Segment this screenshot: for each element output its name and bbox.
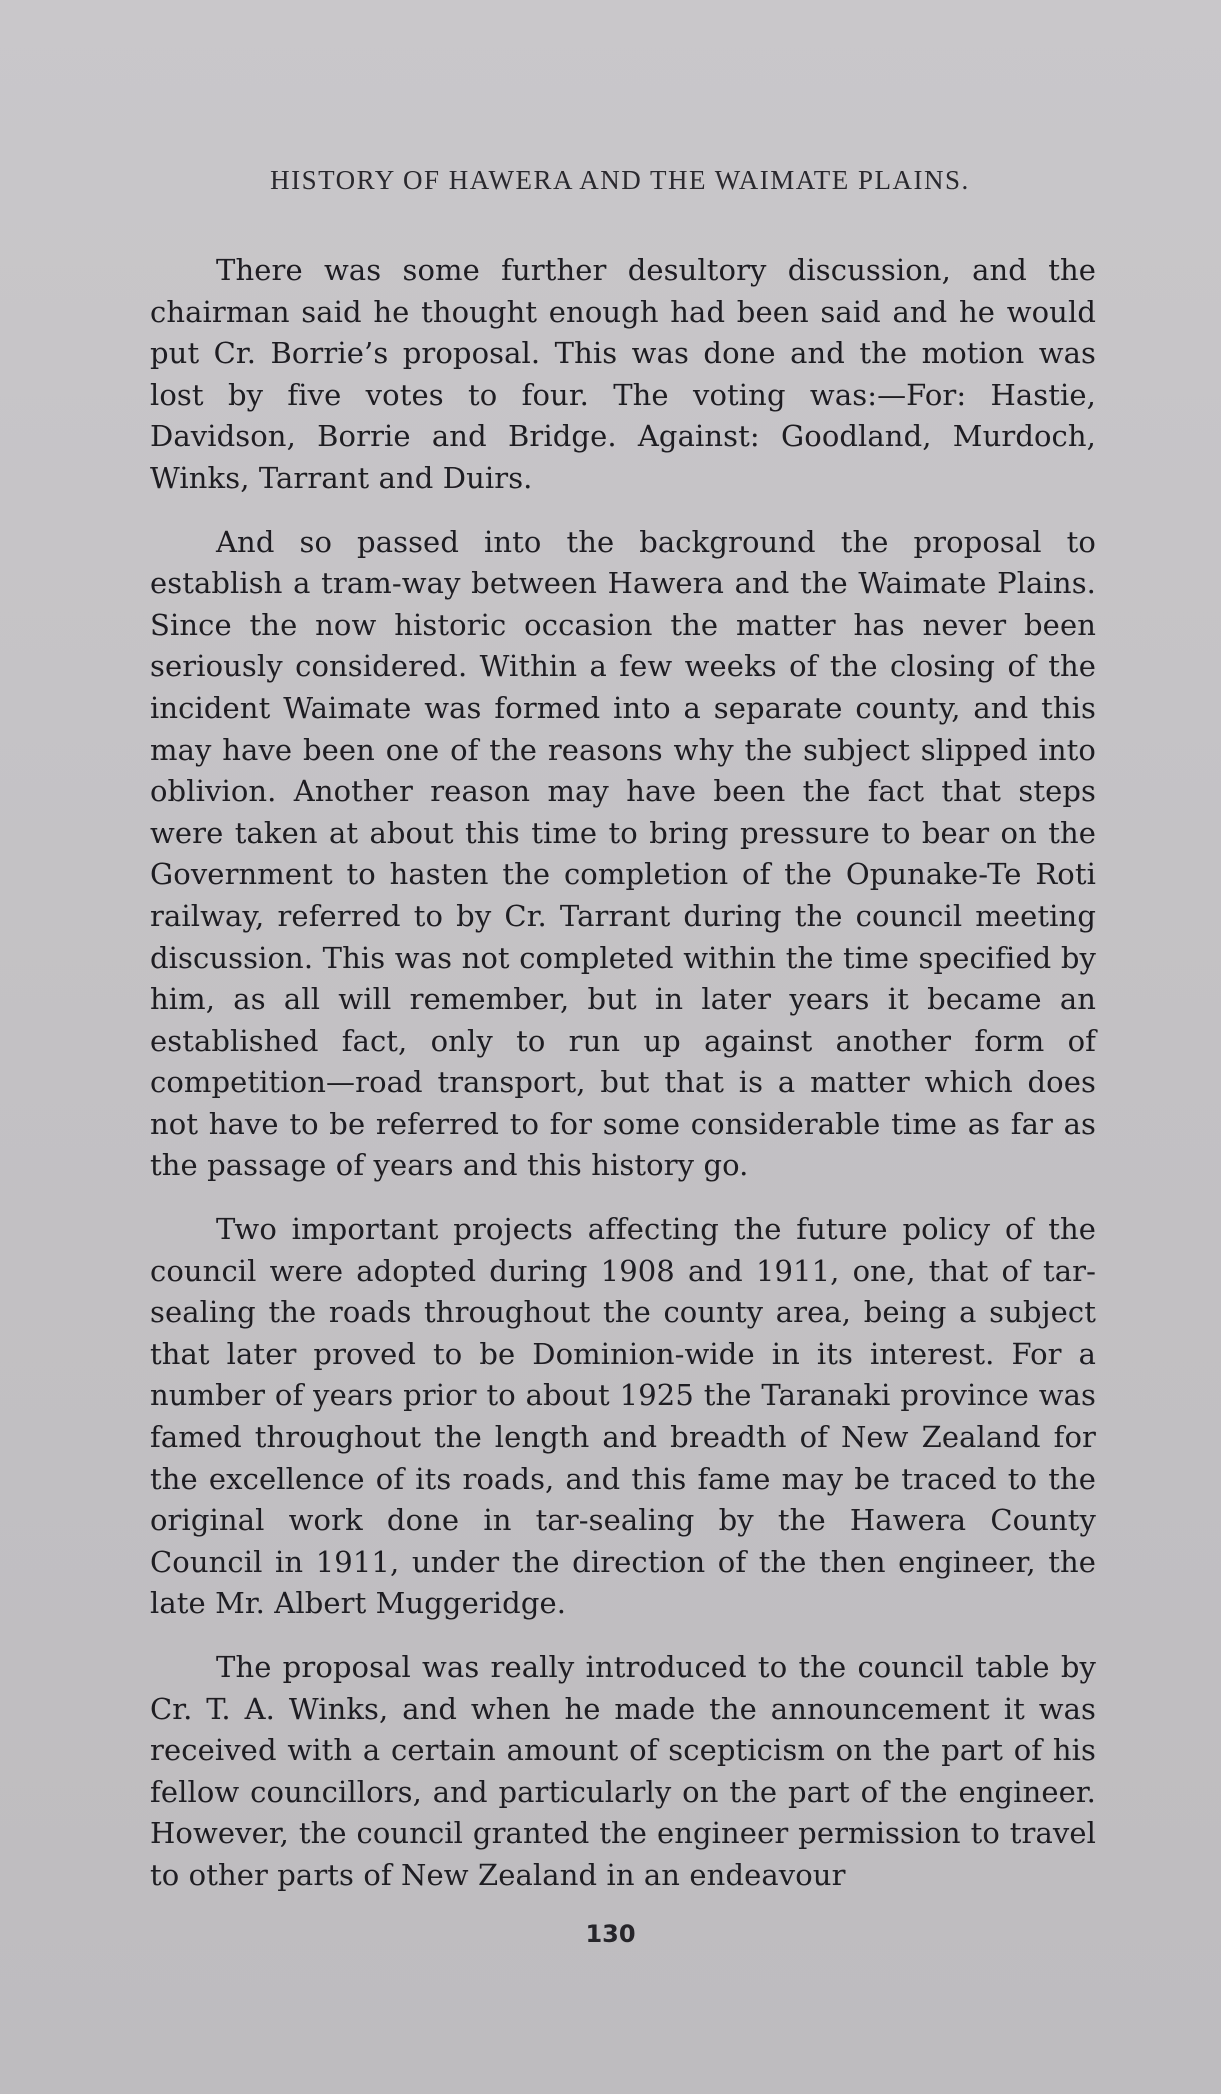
paragraph-2: And so passed into the background the proposal to establish a tram-way between Hawera and the Waimate Plains. Since the now historic occasion the matter has never been seriously considered. Within a few weeks of the closing of the incident Waimate was formed into a separate county, and this may have been one of the reasons why the subject slipped into oblivion. Another reason may have been the fact that steps were taken at about this time to bring pressure to bear on the Government to hasten the completion of the Opunake-Te Roti railway, referred to by Cr. Tarrant during the council meeting discussion. This was not completed within the time specified by him, as all will remember, but in later years it became an established fact, only to run up against another form of competition—road transport, but that is a matter which does not have to be referred to for some considerable time as far as the passage of years and this history go. <box>150 524 1096 1183</box>
running-head: HISTORY OF HAWERA AND THE WAIMATE PLAINS. <box>270 165 970 195</box>
paragraph-3: Two important projects affecting the future policy of the council were adopted during 1908 and 1911, one, that of tar-sealing the roads throughout the county area, being a subject that later proved to be Dominion-wide in its interest. For a number of years prior to about 1925 the Taranaki province was famed throughout the length and breadth of New Zealand for the excellence of its roads, and this fame may be traced to the original work done in tar-sealing by the Hawera County Council in 1911, under the direction of the then engineer, the late Mr. Albert Muggeridge. <box>150 1212 1096 1621</box>
paragraph-1: There was some further desultory discussion, and the chairman said he thought enough had been said and he would put Cr. Borrie’s proposal. This was done and the motion was lost by five votes to four. The voting was:—For: Hastie, Davidson, Borrie and Bridge. Against: Goodland, Murdoch, Winks, Tarrant and Duirs. <box>150 253 1096 495</box>
body-text <box>150 250 1096 1919</box>
paragraph-4: The proposal was really introduced to the council table by Cr. T. A. Winks, and when he made the announcement it was received with a certain amount of scepticism on the part of his fellow councillors, and particularly on the part of the engineer. However, the council granted the engineer permission to travel to other parts of New Zealand in an endeavour <box>150 1650 1096 1892</box>
page-number: 130 <box>585 1920 636 1948</box>
